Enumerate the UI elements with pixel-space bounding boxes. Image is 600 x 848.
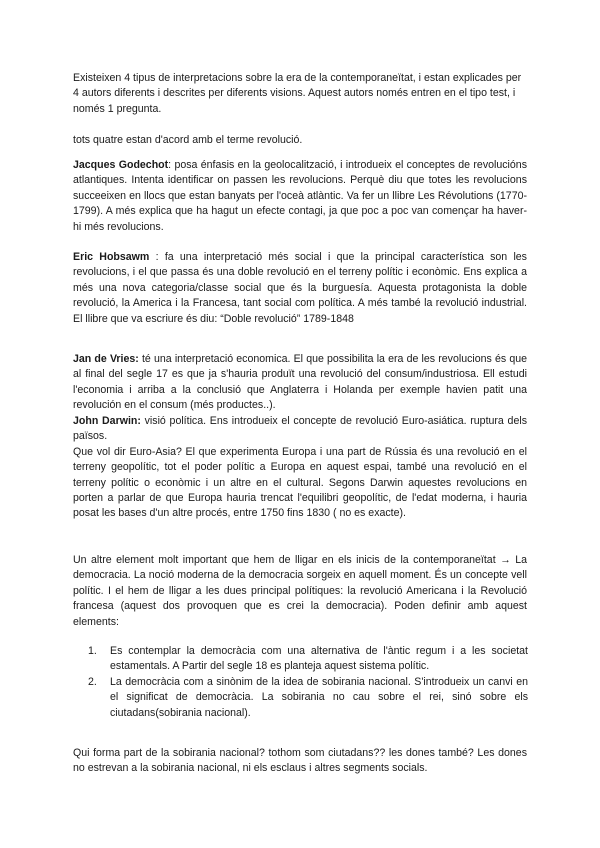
democracy-paragraph: Un altre element molt important que hem de lligar en els inicis de la contemporaneïtat → La democracia. La noció moderna de la democracia sorgeix en aquell moment. És un concepte vell polític. I el hem de lligar a les dues principal polítiques: la revolució Americana i la Revolució francesa (aquest dos provoquen que es crei la democracia). Poden definir amb aquest elements: [73, 554, 527, 628]
author-text: té una interpretació economica. El que possibilita la era de les revolucions és que al final del segle 17 es que ja s'hauria produït una revolució del consum/industriosa. Ell estudi l'economia i arriba a la conclusió que Anglaterra i Holanda per exemple havien patit una revolución en el consum (més productes..). [73, 353, 528, 412]
author-darwin-paragraph [73, 414, 527, 522]
author-vries-paragraph [73, 352, 527, 414]
author-name: Eric Hobsawm [73, 251, 150, 263]
list-item [88, 675, 528, 721]
list-item-number: 2. [88, 675, 97, 688]
author-godechot-paragraph [73, 158, 527, 235]
democracy-elements-list [88, 644, 528, 721]
author-text: fa una interpretació més social i que la principal característica son les revolucions, i el que passa és una doble revolució en el terreny polític i econòmic. Ens explica a més una nova categoria/classe social que és la burguesía. Aquesta protagonista la doble revolució, la America i la Francesa, tant social com política. A més també la revolució industrial. El llibre que va escriure és diu: “Doble revolució” 1789-1848 [73, 251, 527, 325]
agreement-paragraph: tots quatre estan d'acord amb el terme revolució. [73, 134, 303, 146]
author-text-continued: Que vol dir Euro-Asia? El que experimenta Europa i una part de Rússia és una revolució en el terreny geopolític, tot el poder polític a Europa en aquest espai, també una revolució en el terreny polític o econòmic i un altre en el cultural. Segons Darwin aquestes revolucions en porten a parlar de que Europa hauria trencat l'equilibri geopolític, de l'edat moderna, i hauria posat les bases d'un altre procés, entre 1750 fins 1830 ( no es exacte). [73, 445, 527, 520]
author-name: Jacques Godechot [73, 159, 169, 171]
list-item-text: La democràcia com a sinònim de la idea de sobirania nacional. S'introdueix un canvi en el significat de democràcia. La sobirania no cau sobre el rei, sinó sobre els ciutadans(sobirania nacional). [110, 675, 528, 719]
author-separator: : [168, 159, 175, 171]
author-name: John Darwin: [73, 415, 141, 427]
intro-paragraph: Existeixen 4 tipus de interpretacions sobre la era de la contemporaneïtat, i estan explicades per 4 autors diferents i descrites per diferents visions. Aquest autors només entren en el tipo test, i només 1 pregunta. [73, 72, 522, 115]
sovereignty-paragraph: Qui forma part de la sobirania nacional? tothom som ciutadans?? les dones també? Les dones no estrevan a la sobirania nacional, ni els esclaus i altres segments socials. [73, 747, 527, 775]
author-text: visió política. Ens introdueix el concepte de revolució Euro-asiática. ruptura dels països. [73, 415, 527, 443]
author-hobsbawm-paragraph [73, 250, 527, 327]
author-text: posa énfasis en la geolocalització, i introdueix el conceptes de revolucións atlantiques. Intenta identificar on passen les revolucions. Perquè diu que totes les revolucions succeeixen en llocs que estan banyats per l'oceà atlàntic. Va fer un llibre Les Révolutions (1770-1799). A més explica que ha hagut un efecte contagi, ja que poc a poc van començar ha haver-hi més revolucions. [73, 159, 527, 233]
author-separator: : [149, 251, 165, 263]
list-item [88, 644, 528, 675]
list-item-number: 1. [88, 645, 97, 657]
author-name: Jan de Vries: [73, 353, 139, 365]
list-item-text: Es contemplar la democràcia com una alternativa de l'àntic regum i a les societat estamentals. A Partir del segle 18 es planteja aquest sistema polític. [110, 645, 528, 673]
